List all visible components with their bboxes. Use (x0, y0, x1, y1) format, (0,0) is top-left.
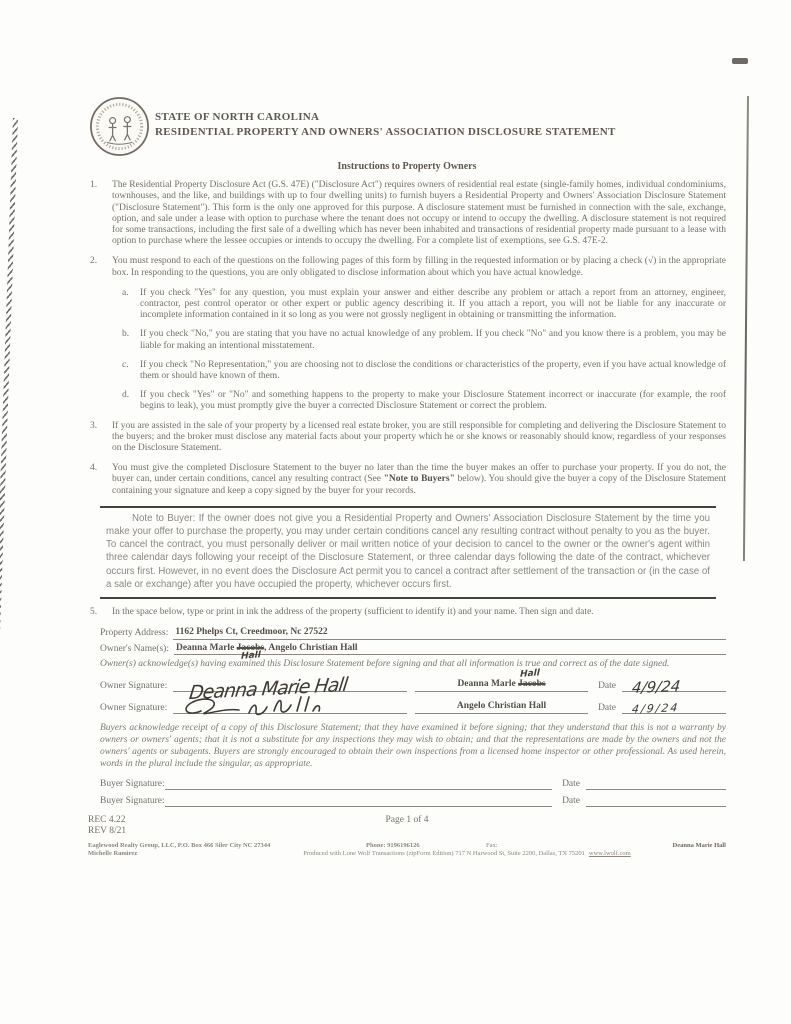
instruction-item-4 (88, 463, 726, 497)
nc-real-estate-commission-seal-icon (88, 95, 151, 158)
owner1-signature-row (100, 667, 726, 704)
owners-name-field (174, 642, 726, 662)
instruction-subitem-a (122, 288, 726, 322)
document-content (88, 95, 726, 859)
subitem-letter: b. (122, 329, 130, 340)
property-address-field: 1162 Phelps Ct, Creedmoor, Nc 27522 (173, 627, 726, 639)
produced-with-line: Produced with Lone Wolf Transactions (zipForm Edition) 717 N Harwood St, Suite 2200, Dallas, TX 75201 www.lwolf.com (303, 850, 631, 858)
footer-fine-print (88, 842, 726, 859)
rev-code: REV 8/21 (88, 826, 127, 837)
owner1-printed-name: Deanna Marle Jacobs Hall (415, 679, 588, 692)
date-label: Date (598, 680, 616, 691)
phone-field: Phone: 9196196126 (366, 841, 420, 849)
owner-signature-label: Owner Signature: (100, 680, 168, 691)
footer-line-2 (88, 850, 726, 859)
owner2-signature-row (100, 698, 726, 714)
buyer1-signature-line[interactable] (165, 778, 552, 790)
instructions-heading: Instructions to Property Owners (337, 161, 477, 172)
subitem-text: If you check "Yes" or "No" and something happens to the property to make your Disclosure Statement incorrect or inaccurate (for example, the roof begins to leak), you must promptly give the buyer a corrected Disclosure Statement or correct the problem. (140, 390, 726, 412)
buyer1-signature-row (100, 777, 726, 790)
handwritten-correction-hall: Hall (240, 649, 261, 662)
buyer-signature-label: Buyer Signature: (100, 779, 165, 790)
item-text: You must respond to each of the questions on the following pages of this form by filling in the requested information or by placing a check (√) in the appropriate box. In responding to the questions, you are only obligated to disclose information about which you have actual knowledge. (112, 256, 726, 278)
instruction-subitem-d (122, 390, 726, 412)
date-label: Date (562, 796, 580, 807)
subitem-text: If you check "No," you are stating that you have no actual knowledge of any problem. If you check "No" and you know there is a problem, you may be liable for making an intentional misstatement. (140, 329, 726, 351)
instruction-item-2 (88, 256, 726, 278)
date-label: Date (562, 779, 580, 790)
lwolf-link[interactable]: www.lwolf.com (588, 850, 631, 858)
form-title-line1: STATE OF NORTH CAROLINA (155, 111, 320, 123)
owner2-handwritten-date: 4/9/24 (631, 700, 681, 716)
item-text: The Residential Property Disclosure Act (G.S. 47E) ("Disclosure Act") requires owners of residential real estate (single-family homes, individual condominiums, townhouses, and the like, and buildings with up to four dwelling units) to furnish buyers a Residential Property and Owners' Association Disclosure Statement ("Disclosure Statement"). This form is the only one approved for this purpose. A disclosure statement must be furnished in connection with the sale, exchange, option, and sale under a lease with option to purchase where the tenant does not occupy or intend to occupy the dwelling. A disclosure statement is not required for some transactions, including the first sale of a dwelling which has never been inhabited and transactions of residential property made pursuant to a lease with option to purchase where the lessee occupies or intends to occupy the dwelling. For a complete list of exemptions, see G.S. 47E-2. (112, 180, 726, 247)
owner2-signature-line (173, 699, 407, 714)
item-number: 1. (90, 180, 98, 191)
item-number: 5. (90, 607, 98, 618)
printed-name-struck-word: Jacobs Hall (518, 667, 546, 689)
footer-line-1 (88, 842, 726, 851)
note-to-buyer-box: Note to Buyer: If the owner does not give you a Residential Property and Owners' Association Disclosure Statement by the time you make your offer to purchase the property, you may under certain conditions cancel any resulting contract without penalty to you as the buyer. To cancel the contract, you must personally deliver or mail written notice of your decision to cancel to the owner or the owner's agent within three calendar days following your receipt of the Disclosure Statement, or three calendar days following the date of the contract, whichever occurs first. However, in no event does the Disclosure Act permit you to cancel a contract after settlement of the transaction or (in the case of a sale or exchange) after you have occupied the property, whichever occurs first. (100, 506, 716, 599)
scan-artifact-top-mark (732, 58, 748, 64)
item-text: In the space below, type or print in ink the address of the property (sufficient to identify it) and your name. Then sign and date. (112, 607, 594, 618)
owner-acknowledgment-text: Owner(s) acknowledge(s) having examined this Disclosure Statement before signing and that all information is true and correct as of the date signed. (100, 658, 670, 669)
buyer1-date-line[interactable] (586, 778, 726, 790)
brokerage-firm-line: Eaglewood Realty Group, LLC, P.O. Box 466 Siler City NC 27344 (88, 841, 271, 849)
owner2-printed-name: Angelo Christian Hall (415, 701, 588, 714)
subitem-text: If you check "No Representation," you are choosing not to disclose the conditions or characteristics of the property, even if you have actual knowledge of them or should have known of them. (140, 359, 726, 382)
instruction-subitem-b (122, 329, 726, 351)
instruction-item-5 (88, 607, 726, 618)
owner1-handwritten-signature: Deanna Marie Hall (188, 673, 349, 704)
owners-name-struck-word: Jacobs Hall (236, 642, 265, 662)
buyer2-date-line[interactable] (586, 795, 726, 807)
rec-code: REC 4.22 (88, 815, 126, 826)
item-text-before: You must give the completed Disclosure Statement to the buyer no later than the time the buyer makes an offer to purchase your property. If you do not, the buyer can, under certain conditions, cancel any resulting contract (See (112, 463, 726, 485)
prepared-for-name: Deanna Marie Hall (672, 841, 726, 849)
document-header (88, 95, 726, 158)
handwritten-correction-hall: Hall (519, 667, 541, 680)
scan-artifact-right-edge (743, 96, 749, 561)
property-address-row (100, 627, 726, 639)
item-number: 2. (90, 256, 98, 267)
owners-name-part2: , Angelo Christian Hall (264, 642, 358, 653)
instruction-item-1 (88, 180, 726, 247)
owner1-handwritten-date: 4/9/24 (631, 676, 682, 697)
form-title (155, 110, 616, 139)
instruction-subitem-c (122, 360, 726, 382)
item-number: 3. (90, 420, 98, 431)
owner1-signature-line (173, 673, 407, 704)
item-number: 4. (90, 463, 98, 474)
page-number: Page 1 of 4 (385, 815, 429, 826)
note-to-buyers-bold: "Note to Buyers" (383, 474, 455, 485)
owner1-date-line (622, 676, 726, 697)
owners-name-part1: Deanna Marle (175, 642, 237, 653)
property-address-label: Property Address: (100, 628, 169, 639)
owner2-date-line (622, 699, 726, 714)
owner-signature-label: Owner Signature: (100, 702, 168, 713)
buyer2-signature-row (100, 794, 726, 807)
subitem-letter: a. (122, 287, 129, 298)
owner2-handwritten-signature-scrawl (179, 695, 329, 721)
buyer-signature-label: Buyer Signature: (100, 796, 165, 807)
scan-artifact-left-edge (0, 118, 18, 918)
fax-label: Fax: (486, 841, 498, 849)
item-text: If you are assisted in the sale of your property by a licensed real estate broker, you are still responsible for completing and delivering the Disclosure Statement to the buyers; and the broker must disclose any material facts about your property which he or she knows or reasonably should know, regardless of your responses on the Disclosure Statement. (112, 420, 726, 454)
subitem-text: If you check "Yes" for any question, you must explain your answer and either describe any problem or attach a report from an attorney, engineer, contractor, pest control operator or other expert or public agency describing it. If you attach a report, you will not be liable for any inaccurate or incomplete information contained in it so long as you were not grossly negligent in obtaining or transmitting the information. (140, 287, 726, 321)
agent-name: Michelle Ramirez (88, 850, 138, 858)
instruction-item-3 (88, 421, 726, 455)
form-title-line2: RESIDENTIAL PROPERTY AND OWNERS' ASSOCIATION DISCLOSURE STATEMENT (155, 125, 616, 138)
item-text-after: below). You should give the buyer a copy of the Disclosure Statement containing your signature and keep a copy signed by the buyer for your records. (112, 474, 726, 496)
owners-name-row (100, 642, 726, 662)
subitem-letter: c. (122, 359, 129, 370)
form-revision-codes (88, 815, 726, 837)
date-label: Date (598, 702, 616, 713)
subitem-letter: d. (122, 390, 130, 401)
owners-name-label: Owner's Name(s): (100, 643, 169, 654)
buyers-acknowledgment-text: Buyers acknowledge receipt of a copy of this Disclosure Statement; that they have examined it before signing; that they understand that this is not a warranty by owners or owners' agents; that it is not a substitute for any inspections they may wish to obtain; and that the representations are made by the owners and not the owners' agents or subagents. Buyers are strongly encouraged to obtain their own inspections from a licensed home inspector or other professional. As used herein, words in the plural include the singular, as appropriate. (100, 722, 726, 770)
buyer2-signature-line[interactable] (165, 795, 552, 807)
